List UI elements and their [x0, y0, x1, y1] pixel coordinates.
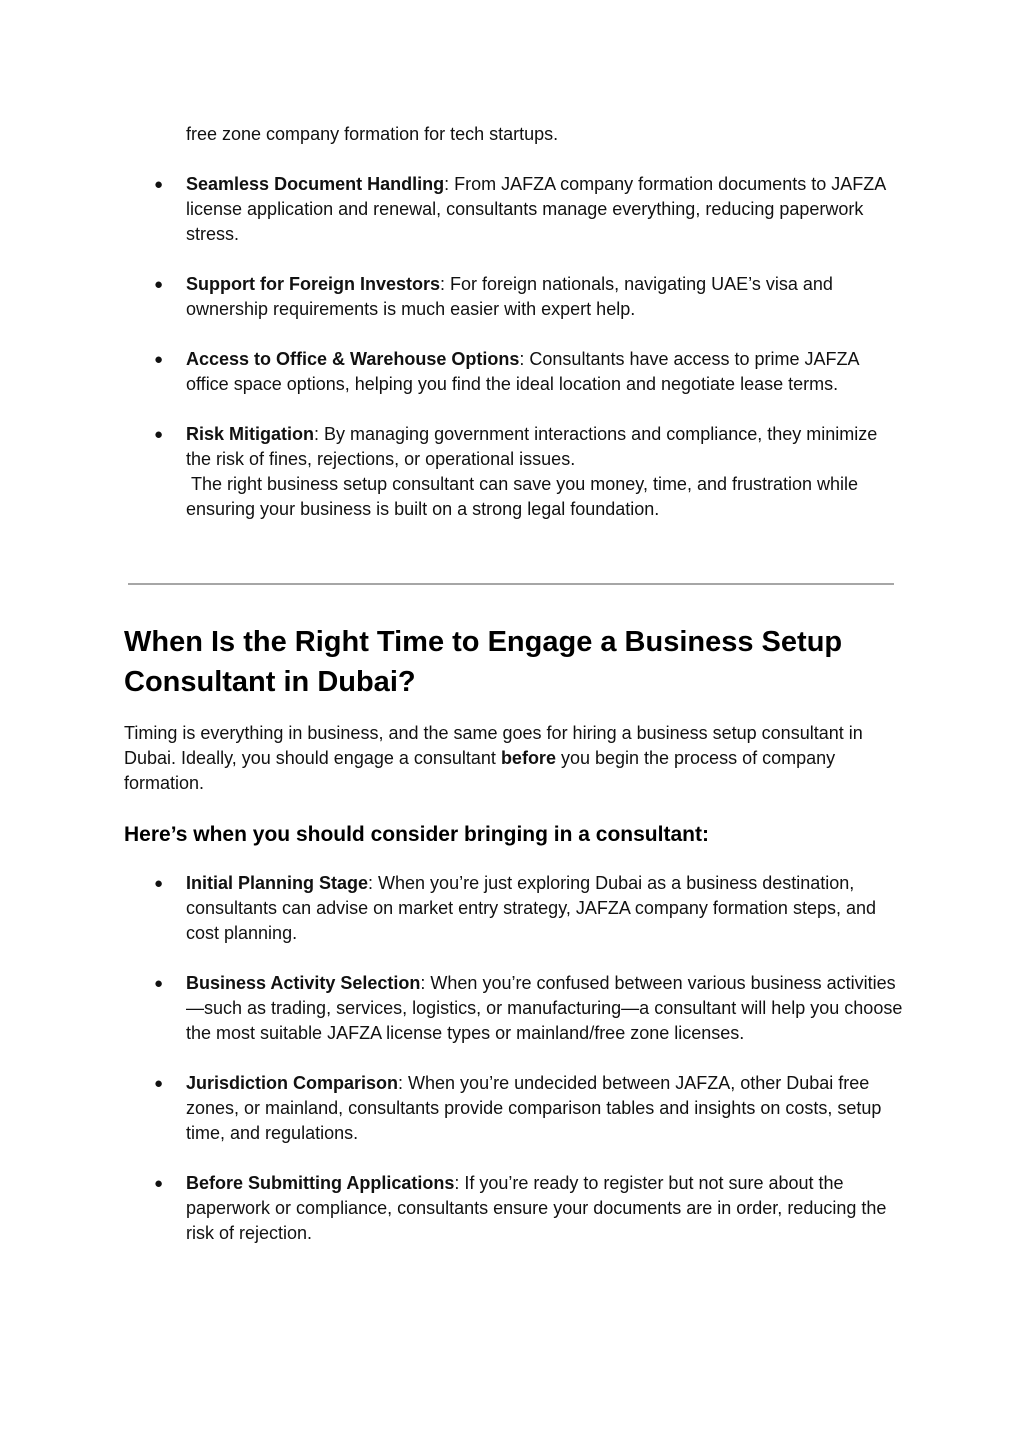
- list-item-term: Risk Mitigation: [186, 424, 315, 444]
- section-intro: [124, 721, 914, 796]
- list-item-term: Jurisdiction Comparison: [186, 1073, 399, 1093]
- list-item-term: Seamless Document Handling: [186, 174, 445, 194]
- intro-bold-word: before: [500, 748, 556, 768]
- list-item: [186, 347, 906, 397]
- list-item-term: Initial Planning Stage: [186, 873, 369, 893]
- list-item-term: Before Submitting Applications: [186, 1173, 455, 1193]
- list-item-text: : When you’re just exploring Dubai as a business destination, consultants can advise on market entry strategy, JAFZA company formation steps, and cost planning.: [186, 873, 876, 943]
- benefits-list: [186, 172, 906, 547]
- horizontal-divider: [128, 583, 894, 585]
- list-item-text: : For foreign nationals, navigating UAE’s visa and ownership requirements is much easier with expert help.: [186, 274, 833, 319]
- list-item-term: Support for Foreign Investors: [186, 274, 441, 294]
- list-item-text: : If you’re ready to register but not sure about the paperwork or compliance, consultants ensure your documents are in order, reducing the risk of rejection.: [186, 1173, 887, 1243]
- list-item: [186, 871, 906, 946]
- section-heading: When Is the Right Time to Engage a Business Setup Consultant in Dubai?: [124, 626, 843, 698]
- intro-text-after: you begin the process of company formation.: [124, 748, 836, 793]
- list-item: [186, 971, 906, 1046]
- list-item-text: : When you’re confused between various business activities—such as trading, services, logistics, or manufacturing—a consultant will help you choose the most suitable JAFZA license types or mainland/free zone licenses.: [186, 973, 903, 1043]
- list-item-term: Access to Office & Warehouse Options: [186, 349, 520, 369]
- section-subheading: Here’s when you should consider bringing in a consultant:: [124, 823, 709, 846]
- list-item: [186, 422, 906, 522]
- list-item-text: : By managing government interactions and compliance, they minimize the risk of fines, rejections, or operational issues.: [186, 424, 878, 469]
- intro-text-before: Timing is everything in business, and the same goes for hiring a business setup consultant in Dubai. Ideally, you should engage a consultant: [124, 723, 863, 768]
- list-item-text: : From JAFZA company formation documents to JAFZA license application and renewal, consultants manage everything, reducing paperwork stress.: [186, 174, 886, 244]
- list-item-text: : When you’re undecided between JAFZA, other Dubai free zones, or mainland, consultants provide comparison tables and insights on costs, setup time, and regulations.: [186, 1073, 882, 1143]
- list-item-continuation: The right business setup consultant can save you money, time, and frustration while ensuring your business is built on a strong legal foundation.: [186, 474, 864, 519]
- timing-list: [186, 871, 906, 1271]
- continuation-text: free zone company formation for tech startups.: [186, 124, 559, 144]
- list-item-text: : Consultants have access to prime JAFZA office space options, helping you find the ideal location and negotiate lease terms.: [186, 349, 859, 394]
- list-item: [186, 172, 906, 247]
- list-item: [186, 1071, 906, 1146]
- list-item: [186, 1171, 906, 1246]
- list-item-term: Business Activity Selection: [186, 973, 421, 993]
- list-item: [186, 272, 906, 322]
